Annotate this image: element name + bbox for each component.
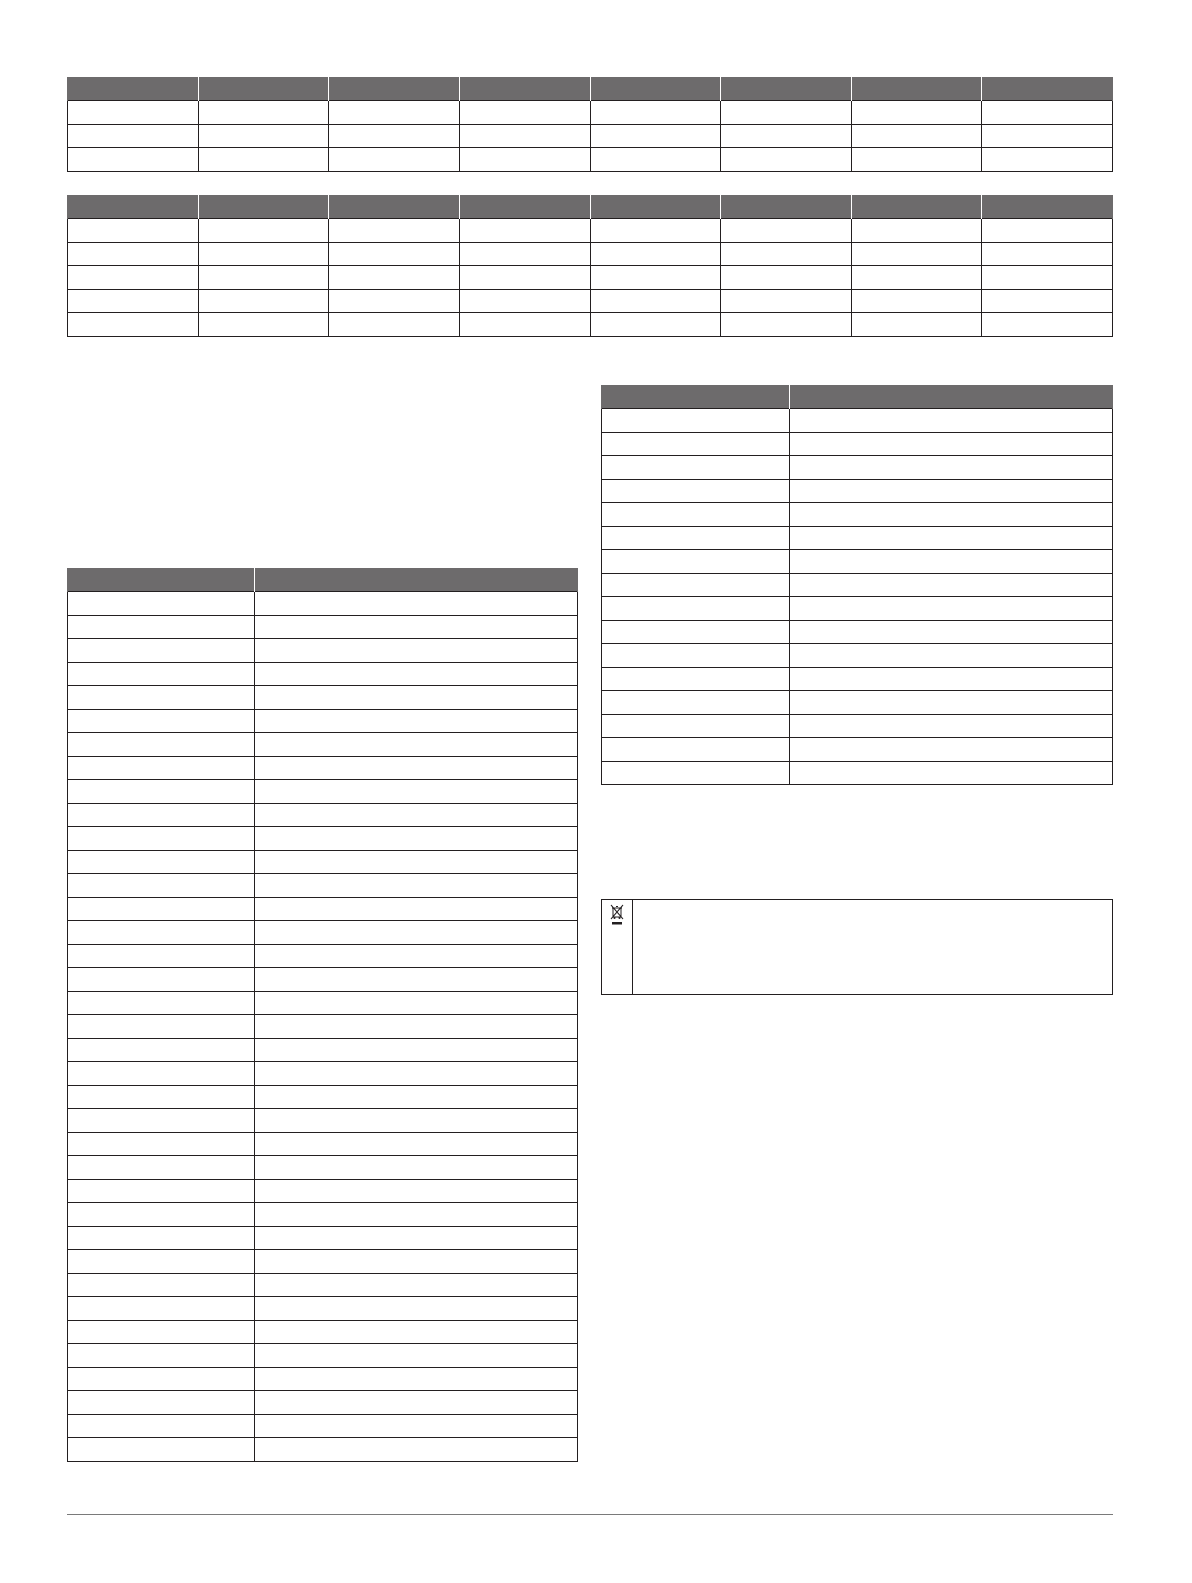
table-cell [255, 1273, 578, 1297]
table-cell [255, 1132, 578, 1156]
crossed-out-wheelie-bin-icon [610, 904, 624, 926]
table-cell [602, 432, 790, 456]
column-header [198, 77, 329, 101]
table-cell [459, 219, 590, 243]
table-cell [459, 242, 590, 266]
table-row [68, 803, 578, 827]
table-cell [329, 266, 460, 290]
table-cell [329, 124, 460, 148]
table-cell [790, 714, 1113, 738]
table-cell [790, 597, 1113, 621]
table-row [68, 242, 1113, 266]
column-header [590, 77, 721, 101]
table-cell [255, 615, 578, 639]
table-cell [459, 289, 590, 313]
table-cell [68, 101, 199, 125]
table-cell [198, 219, 329, 243]
disposal-notice-box [601, 899, 1113, 995]
column-header [982, 77, 1113, 101]
table-cell [68, 1250, 255, 1274]
table-cell [459, 266, 590, 290]
table-row [68, 1179, 578, 1203]
table-row [68, 1438, 578, 1462]
table-cell [602, 644, 790, 668]
column-header [255, 568, 578, 592]
table-row [68, 756, 578, 780]
table-cell [68, 1109, 255, 1133]
table-cell [255, 780, 578, 804]
table-cell [198, 289, 329, 313]
table-cell [198, 124, 329, 148]
table-cell [68, 709, 255, 733]
column-header [790, 385, 1113, 409]
table-cell [721, 124, 852, 148]
table-cell [68, 827, 255, 851]
table-row [68, 219, 1113, 243]
table-cell [602, 573, 790, 597]
table-row [68, 1015, 578, 1039]
table-row [602, 620, 1113, 644]
table-cell [68, 1179, 255, 1203]
table-cell [198, 266, 329, 290]
table-row [68, 686, 578, 710]
table-cell [255, 733, 578, 757]
table-cell [851, 124, 982, 148]
table-cell [721, 242, 852, 266]
table-cell [255, 850, 578, 874]
table-cell [68, 148, 199, 172]
table-cell [851, 289, 982, 313]
table-header-row [68, 77, 1113, 101]
table-cell [255, 1438, 578, 1462]
table-cell [721, 101, 852, 125]
table-cell [255, 968, 578, 992]
table-row [602, 738, 1113, 762]
table-cell [602, 526, 790, 550]
table-cell [68, 850, 255, 874]
table-cell [982, 101, 1113, 125]
table-cell [602, 550, 790, 574]
table-cell [602, 738, 790, 762]
table-cell [255, 991, 578, 1015]
table-cell [255, 1226, 578, 1250]
table-cell [68, 1273, 255, 1297]
table-cell [982, 219, 1113, 243]
table-cell [602, 479, 790, 503]
table-row [68, 874, 578, 898]
table-cell [68, 1344, 255, 1368]
table-cell [68, 1438, 255, 1462]
table-row [602, 573, 1113, 597]
table-cell [68, 1320, 255, 1344]
table-cell [590, 289, 721, 313]
table-cell [602, 761, 790, 785]
table-row [602, 432, 1113, 456]
table-cell [790, 620, 1113, 644]
table-cell [68, 968, 255, 992]
table-cell [790, 479, 1113, 503]
table-cell [68, 1085, 255, 1109]
table-row [68, 101, 1113, 125]
table-row [68, 313, 1113, 337]
table-cell [602, 597, 790, 621]
table-cell [68, 1156, 255, 1180]
table-row [602, 479, 1113, 503]
table-row [68, 921, 578, 945]
table-cell [602, 667, 790, 691]
table-row [602, 526, 1113, 550]
table-row [68, 827, 578, 851]
left-two-column-table [67, 568, 578, 1462]
column-header [68, 195, 199, 219]
table-header-row [602, 385, 1113, 409]
table-cell [255, 1367, 578, 1391]
table-cell [329, 289, 460, 313]
table-cell [602, 620, 790, 644]
table-row [68, 1391, 578, 1415]
table-cell [790, 691, 1113, 715]
column-header [198, 195, 329, 219]
table-cell [68, 639, 255, 663]
table-row [602, 550, 1113, 574]
table-cell [68, 313, 199, 337]
table-cell [255, 1062, 578, 1086]
table-cell [790, 644, 1113, 668]
table-cell [590, 148, 721, 172]
table-cell [255, 1344, 578, 1368]
table-row [68, 991, 578, 1015]
table-row [602, 503, 1113, 527]
table-cell [255, 1250, 578, 1274]
table-cell [851, 148, 982, 172]
table-row [68, 289, 1113, 313]
table-row [68, 1320, 578, 1344]
table-cell [255, 592, 578, 616]
table-cell [255, 874, 578, 898]
table-row [68, 1414, 578, 1438]
table-cell [68, 592, 255, 616]
table-cell [68, 921, 255, 945]
table-cell [68, 219, 199, 243]
table-cell [982, 313, 1113, 337]
table-cell [198, 101, 329, 125]
table-cell [68, 1226, 255, 1250]
table-cell [329, 242, 460, 266]
table-row [68, 850, 578, 874]
table-cell [790, 761, 1113, 785]
table-cell [68, 1015, 255, 1039]
table-cell [255, 686, 578, 710]
table-cell [790, 550, 1113, 574]
column-header [329, 195, 460, 219]
table-cell [255, 921, 578, 945]
table-cell [68, 874, 255, 898]
table-cell [459, 148, 590, 172]
table-cell [982, 242, 1113, 266]
table-cell [255, 1038, 578, 1062]
table-cell [68, 289, 199, 313]
table-cell [68, 1038, 255, 1062]
table-cell [590, 219, 721, 243]
table-row [68, 1109, 578, 1133]
right-two-column-table [601, 385, 1113, 785]
table-cell [459, 101, 590, 125]
spec-table-1 [67, 77, 1113, 172]
table-cell [255, 1015, 578, 1039]
table-row [68, 1156, 578, 1180]
table-row [68, 1226, 578, 1250]
table-row [68, 266, 1113, 290]
table-cell [255, 1156, 578, 1180]
table-cell [590, 313, 721, 337]
table-cell [590, 242, 721, 266]
table-cell [68, 1367, 255, 1391]
table-row [68, 1273, 578, 1297]
table-cell [590, 101, 721, 125]
table-cell [602, 691, 790, 715]
table-row [68, 1297, 578, 1321]
table-row [68, 148, 1113, 172]
column-header [68, 77, 199, 101]
table-row [602, 691, 1113, 715]
table-cell [721, 148, 852, 172]
table-row [68, 1367, 578, 1391]
table-cell [198, 148, 329, 172]
table-cell [790, 456, 1113, 480]
table-cell [255, 1203, 578, 1227]
table-row [68, 1038, 578, 1062]
table-row [68, 639, 578, 663]
table-cell [68, 1132, 255, 1156]
table-cell [255, 1179, 578, 1203]
table-cell [68, 944, 255, 968]
table-cell [721, 289, 852, 313]
table-row [68, 1085, 578, 1109]
table-cell [602, 456, 790, 480]
table-cell [721, 266, 852, 290]
table-cell [721, 219, 852, 243]
table-row [68, 897, 578, 921]
table-cell [255, 1320, 578, 1344]
table-row [68, 615, 578, 639]
table-cell [590, 266, 721, 290]
table-row [68, 1250, 578, 1274]
table-cell [602, 714, 790, 738]
table-cell [790, 667, 1113, 691]
table-cell [255, 827, 578, 851]
column-header [982, 195, 1113, 219]
table-cell [68, 1203, 255, 1227]
table-row [68, 124, 1113, 148]
table-cell [790, 738, 1113, 762]
table-row [68, 1132, 578, 1156]
table-cell [329, 313, 460, 337]
table-cell [790, 526, 1113, 550]
table-cell [68, 242, 199, 266]
table-cell [851, 313, 982, 337]
column-header [602, 385, 790, 409]
table-row [68, 592, 578, 616]
table-cell [255, 803, 578, 827]
table-row [602, 409, 1113, 433]
table-cell [590, 124, 721, 148]
table-row [602, 644, 1113, 668]
table-cell [851, 266, 982, 290]
table-row [68, 1062, 578, 1086]
notice-text [633, 900, 1112, 994]
spec-table-2 [67, 195, 1113, 337]
table-cell [851, 101, 982, 125]
table-cell [198, 313, 329, 337]
table-row [602, 667, 1113, 691]
table-cell [255, 897, 578, 921]
table-row [68, 662, 578, 686]
table-cell [255, 639, 578, 663]
table-cell [459, 313, 590, 337]
table-cell [255, 1109, 578, 1133]
table-cell [68, 686, 255, 710]
table-cell [329, 219, 460, 243]
table-cell [851, 219, 982, 243]
table-row [602, 714, 1113, 738]
table-cell [198, 242, 329, 266]
table-row [68, 780, 578, 804]
table-cell [602, 503, 790, 527]
table-cell [255, 944, 578, 968]
table-header-row [68, 568, 578, 592]
table-cell [68, 615, 255, 639]
table-cell [255, 1085, 578, 1109]
table-cell [255, 756, 578, 780]
table-cell [329, 101, 460, 125]
column-header [459, 195, 590, 219]
column-header [721, 195, 852, 219]
table-row [68, 1203, 578, 1227]
table-row [68, 709, 578, 733]
table-cell [790, 573, 1113, 597]
table-row [68, 944, 578, 968]
table-cell [602, 409, 790, 433]
table-cell [790, 432, 1113, 456]
table-cell [721, 313, 852, 337]
column-header [851, 77, 982, 101]
table-cell [255, 1391, 578, 1415]
column-header [329, 77, 460, 101]
footer-rule [67, 1514, 1113, 1515]
table-cell [68, 733, 255, 757]
column-header [590, 195, 721, 219]
table-row [602, 761, 1113, 785]
table-cell [68, 756, 255, 780]
table-cell [851, 242, 982, 266]
column-header [68, 568, 255, 592]
table-cell [68, 897, 255, 921]
table-cell [255, 1414, 578, 1438]
column-header [459, 77, 590, 101]
table-cell [790, 409, 1113, 433]
column-header [851, 195, 982, 219]
table-row [68, 968, 578, 992]
table-cell [982, 148, 1113, 172]
table-cell [68, 803, 255, 827]
table-row [68, 733, 578, 757]
table-row [602, 597, 1113, 621]
table-cell [329, 148, 460, 172]
table-cell [68, 1062, 255, 1086]
table-cell [68, 991, 255, 1015]
table-header-row [68, 195, 1113, 219]
table-row [68, 1344, 578, 1368]
table-cell [68, 1414, 255, 1438]
notice-icon-cell [602, 900, 633, 994]
table-cell [982, 124, 1113, 148]
table-cell [790, 503, 1113, 527]
table-cell [982, 289, 1113, 313]
table-cell [68, 1297, 255, 1321]
table-row [602, 456, 1113, 480]
table-cell [982, 266, 1113, 290]
table-cell [68, 124, 199, 148]
table-cell [68, 662, 255, 686]
column-header [721, 77, 852, 101]
table-cell [255, 1297, 578, 1321]
table-cell [68, 1391, 255, 1415]
table-cell [68, 266, 199, 290]
table-cell [255, 662, 578, 686]
table-cell [255, 709, 578, 733]
table-cell [68, 780, 255, 804]
table-cell [459, 124, 590, 148]
